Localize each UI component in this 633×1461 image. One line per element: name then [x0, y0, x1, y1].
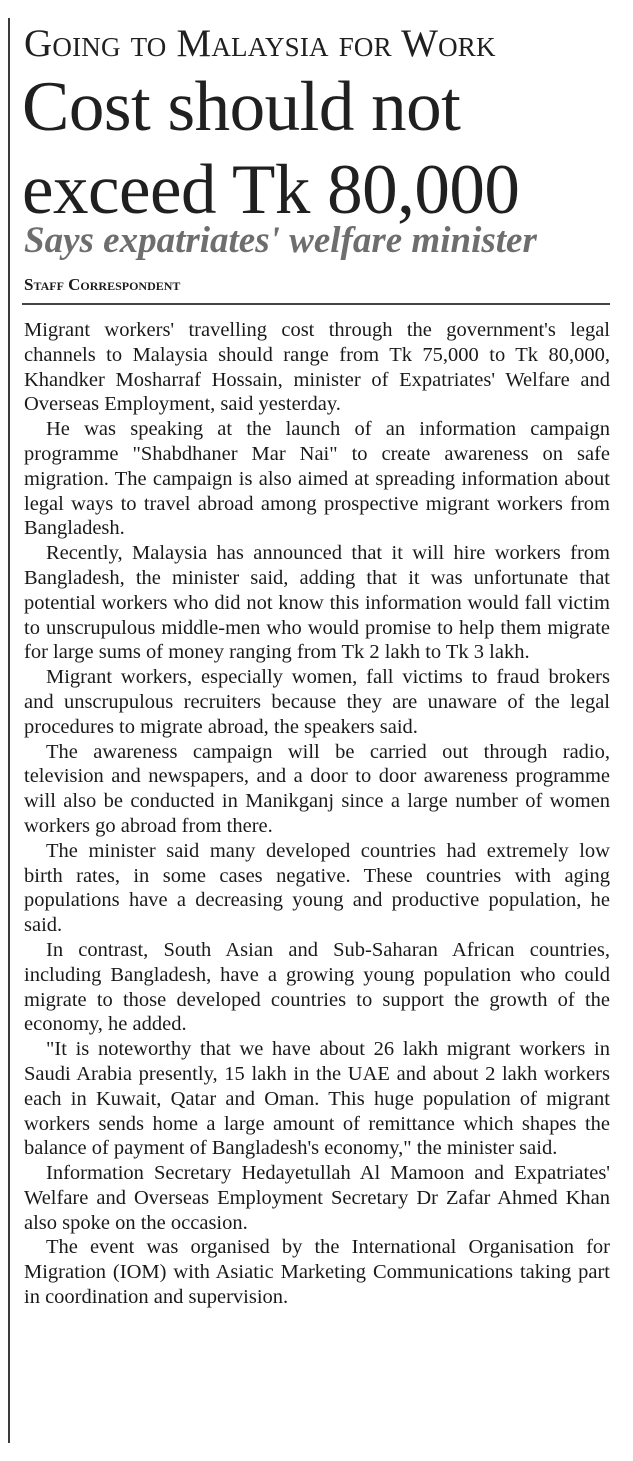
paragraph: The minister said many developed countries had extremely low birth rates, in some cases negative. These countries with aging populations have a decreasing young and productive population, he said. — [24, 839, 610, 937]
paragraph: The awareness campaign will be carried out through radio, television and newspapers, and a door to door awareness programme will also be conducted in Manikganj since a large number of women workers go abroad from there. — [24, 740, 610, 837]
headline-line-2: exceed Tk 80,000 — [22, 151, 520, 229]
paragraph: Migrant workers' travelling cost through the government's legal channels to Malaysia should range from Tk 75,000 to Tk 80,000, Khandker Mosharraf Hossain, minister of Expatriates' Welfare and Overseas Employment, said yesterday. — [24, 319, 610, 416]
paragraph: He was speaking at the launch of an information campaign programme "Shabdhaner Mar Nai" to create awareness on safe migration. The campaign is also aimed at spreading information about legal ways to travel abroad among prospective migrant workers from Bangladesh. — [24, 418, 610, 540]
paragraph: In contrast, South Asian and Sub-Saharan African countries, including Bangladesh, have a growing young population who could migrate to those developed countries to support the growth of the economy, he added. — [24, 938, 610, 1036]
kicker: Going to Malaysia for Work — [24, 22, 496, 65]
headline — [22, 66, 622, 232]
paragraph: Migrant workers, especially women, fall victims to fraud brokers and unscrupulous recruiters because they are unaware of the legal procedures to migrate abroad, the speakers said. — [24, 666, 610, 738]
paragraph: The event was organised by the International Organisation for Migration (IOM) with Asiatic Marketing Communications taking part in coordination and supervision. — [24, 1236, 610, 1309]
paragraph: Recently, Malaysia has announced that it will hire workers from Bangladesh, the minister said, adding that it was unfortunate that potential workers who did not know this information would fall victim to unscrupulous middle-men who would promise to help them migrate for large sums of money ranging from Tk 2 lakh to Tk 3 lakh. — [24, 542, 610, 664]
paragraph: "It is noteworthy that we have about 26 lakh migrant workers in Saudi Arabia presently, 15 lakh in the UAE and about 2 lakh workers each in Kuwait, Qatar and Oman. This huge population of migrant workers sends home a large amount of remittance which shapes the balance of payment of Bangladesh's economy," the minister said. — [24, 1038, 610, 1160]
byline: Staff Correspondent — [24, 275, 181, 294]
column-rule — [8, 18, 10, 1443]
headline-line-1: Cost should not — [22, 68, 461, 146]
article-body — [24, 318, 610, 1310]
paragraph: Information Secretary Hedayetullah Al Mamoon and Expatriates' Welfare and Overseas Employment Secretary Dr Zafar Ahmed Khan also spoke on the occasion. — [24, 1162, 610, 1234]
byline-divider — [22, 303, 610, 305]
subheadline: Says expatriates' welfare minister — [24, 220, 537, 261]
